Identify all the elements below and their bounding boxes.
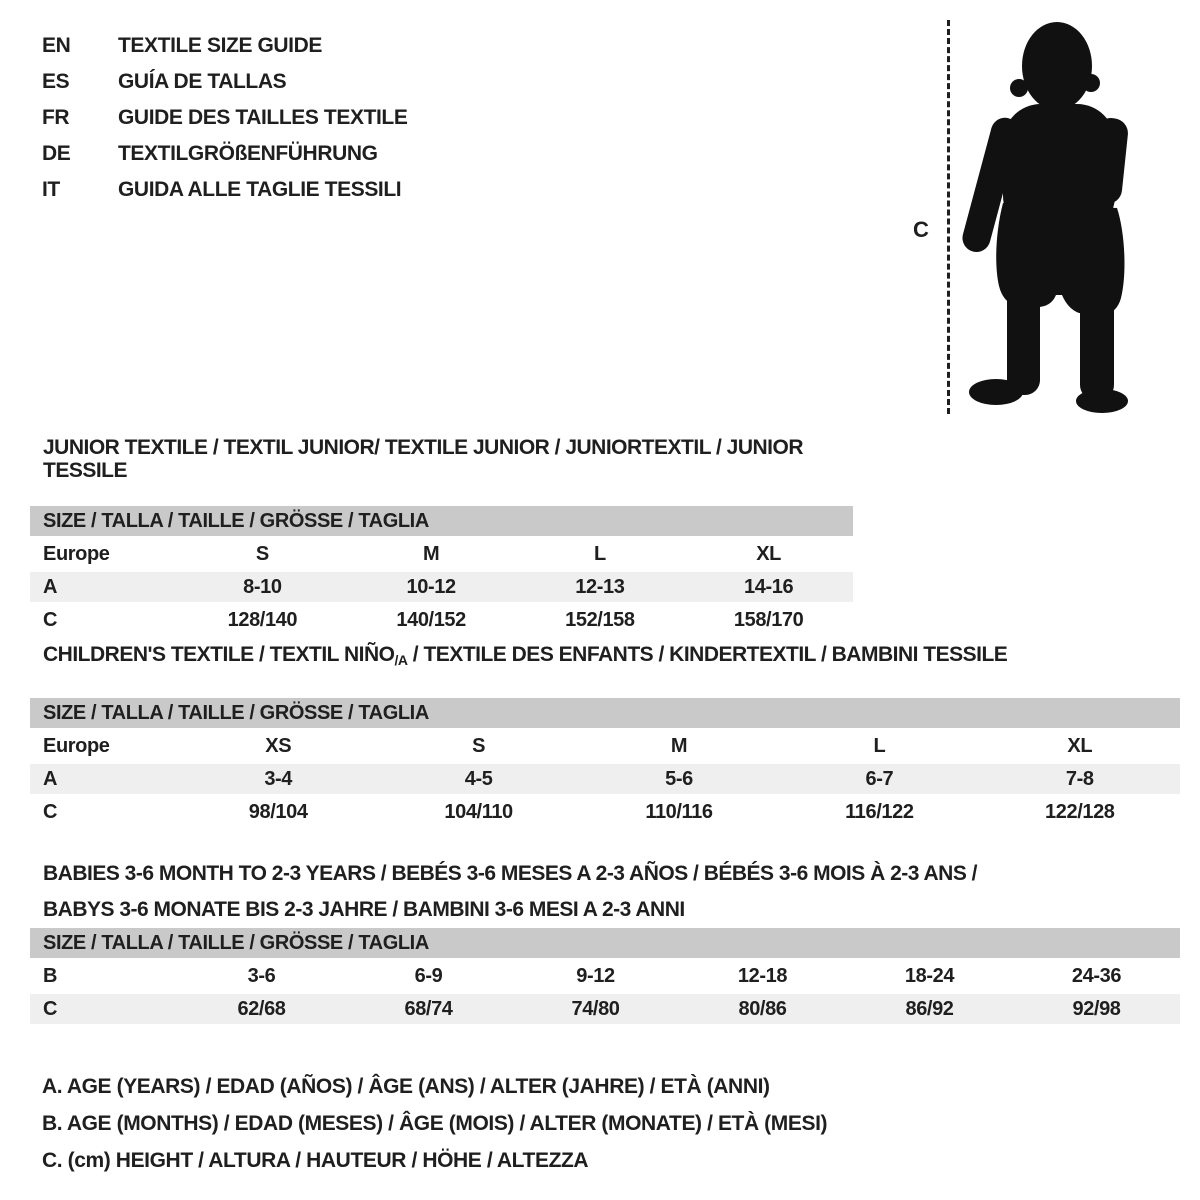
language-row bbox=[42, 28, 407, 64]
size-value: 158/170 bbox=[733, 608, 804, 631]
size-value: 152/158 bbox=[565, 608, 635, 631]
height-measure-line bbox=[947, 20, 950, 414]
language-title: GUIDA ALLE TAGLIE TESSILI bbox=[118, 178, 402, 201]
language-code: DE bbox=[42, 142, 71, 165]
section-title bbox=[43, 856, 1180, 928]
section-title-text: JUNIOR TEXTILE / TEXTIL JUNIOR/ TEXTILE JUNIOR / JUNIORTEXTIL / JUNIOR TESSILE bbox=[43, 436, 803, 482]
legend-line: C. (cm) HEIGHT / ALTURA / HAUTEUR / HÖHE / ALTEZZA bbox=[42, 1149, 589, 1172]
size-header-bar: SIZE / TALLA / TAILLE / GRÖSSE / TAGLIA bbox=[30, 506, 853, 536]
table-row bbox=[30, 539, 853, 569]
language-list bbox=[42, 28, 407, 208]
size-value: 92/98 bbox=[1013, 994, 1180, 1024]
size-value: M bbox=[422, 542, 440, 565]
size-value: 12-13 bbox=[516, 572, 685, 602]
row-label: B bbox=[43, 964, 58, 987]
language-title: GUIDE DES TAILLES TEXTILE bbox=[118, 106, 408, 129]
size-section bbox=[30, 436, 853, 638]
row-label: Europe bbox=[43, 542, 110, 565]
size-value: 8-10 bbox=[178, 572, 347, 602]
size-value: 14-16 bbox=[684, 572, 853, 602]
section-title-subscript: /A bbox=[394, 652, 408, 668]
table-row bbox=[30, 605, 853, 635]
size-value: XS bbox=[265, 734, 292, 757]
table-row bbox=[30, 731, 1180, 761]
size-value: 116/122 bbox=[845, 800, 914, 823]
size-value: 110/116 bbox=[645, 800, 713, 823]
language-title: TEXTILE SIZE GUIDE bbox=[118, 34, 322, 57]
toddler-silhouette-icon bbox=[965, 18, 1135, 418]
size-value: XL bbox=[756, 542, 781, 565]
row-label: C bbox=[43, 800, 58, 823]
language-title: TEXTILGRÖßENFÜHRUNG bbox=[118, 142, 378, 165]
row-label: C bbox=[43, 608, 58, 631]
size-value: 5-6 bbox=[579, 764, 779, 794]
size-value: M bbox=[670, 734, 688, 757]
size-value: 12-18 bbox=[737, 964, 788, 987]
size-value: 3-6 bbox=[247, 964, 276, 987]
size-value: XL bbox=[1067, 734, 1093, 757]
table-row bbox=[30, 797, 1180, 827]
size-section bbox=[30, 856, 1180, 1027]
section-title bbox=[43, 643, 1180, 672]
size-table bbox=[30, 728, 1180, 830]
section-title-text: / TEXTILE DES ENFANTS / KINDERTEXTIL / BAMBINI TESSILE bbox=[407, 643, 1008, 666]
language-code: IT bbox=[42, 178, 60, 201]
size-value: 140/152 bbox=[396, 608, 466, 631]
size-value: L bbox=[593, 542, 606, 565]
size-value: 62/68 bbox=[178, 994, 345, 1024]
size-value: 104/110 bbox=[444, 800, 513, 823]
size-table bbox=[30, 958, 1180, 1027]
size-value: 18-24 bbox=[904, 964, 955, 987]
size-value: 6-9 bbox=[414, 964, 443, 987]
size-value: 9-12 bbox=[576, 964, 615, 987]
size-value: 122/128 bbox=[1045, 800, 1115, 823]
size-value: 3-4 bbox=[178, 764, 378, 794]
language-row bbox=[42, 136, 407, 172]
size-value: S bbox=[472, 734, 486, 757]
row-label: A bbox=[30, 764, 178, 794]
section-title-text: CHILDREN'S TEXTILE / TEXTIL NIÑO bbox=[43, 643, 395, 666]
section-title bbox=[43, 436, 853, 482]
legend-line: A. AGE (YEARS) / EDAD (AÑOS) / ÂGE (ANS) / ALTER (JAHRE) / ETÀ (ANNI) bbox=[42, 1075, 770, 1098]
size-header-bar: SIZE / TALLA / TAILLE / GRÖSSE / TAGLIA bbox=[30, 698, 1180, 728]
language-code: ES bbox=[42, 70, 70, 93]
height-measure-label: C bbox=[913, 217, 929, 242]
language-row bbox=[42, 172, 407, 208]
size-value: 4-5 bbox=[378, 764, 578, 794]
size-section bbox=[30, 643, 1180, 830]
size-value: 98/104 bbox=[248, 800, 308, 823]
language-row bbox=[42, 100, 407, 136]
size-value: 74/80 bbox=[512, 994, 679, 1024]
legend bbox=[42, 1068, 827, 1179]
language-code: EN bbox=[42, 34, 71, 57]
table-row bbox=[30, 764, 1180, 794]
row-label: Europe bbox=[43, 734, 110, 757]
size-value: 7-8 bbox=[980, 764, 1180, 794]
size-value: 68/74 bbox=[345, 994, 512, 1024]
size-value: 128/140 bbox=[227, 608, 298, 631]
table-row bbox=[30, 994, 1180, 1024]
legend-line: B. AGE (MONTHS) / EDAD (MESES) / ÂGE (MOIS) / ALTER (MONATE) / ETÀ (MESI) bbox=[42, 1112, 828, 1135]
row-label: C bbox=[30, 994, 178, 1024]
language-row bbox=[42, 64, 407, 100]
size-value: 6-7 bbox=[779, 764, 979, 794]
size-value: 80/86 bbox=[679, 994, 846, 1024]
language-code: FR bbox=[42, 106, 70, 129]
size-value: 86/92 bbox=[846, 994, 1013, 1024]
section-title-line2: BABYS 3-6 MONATE BIS 2-3 JAHRE / BAMBINI 3-6 MESI A 2-3 ANNI bbox=[43, 898, 685, 921]
row-label: A bbox=[30, 572, 178, 602]
language-title: GUÍA DE TALLAS bbox=[118, 70, 287, 93]
size-header-bar: SIZE / TALLA / TAILLE / GRÖSSE / TAGLIA bbox=[30, 928, 1180, 958]
section-title-text: BABIES 3-6 MONTH TO 2-3 YEARS / BEBÉS 3-6 MESES A 2-3 AÑOS / BÉBÉS 3-6 MOIS À 2-3 ANS / bbox=[43, 862, 978, 885]
size-value: L bbox=[873, 734, 886, 757]
table-row bbox=[30, 961, 1180, 991]
size-value: 24-36 bbox=[1071, 964, 1122, 987]
table-row bbox=[30, 572, 853, 602]
size-value: 10-12 bbox=[347, 572, 516, 602]
size-value: S bbox=[255, 542, 269, 565]
size-table bbox=[30, 536, 853, 638]
